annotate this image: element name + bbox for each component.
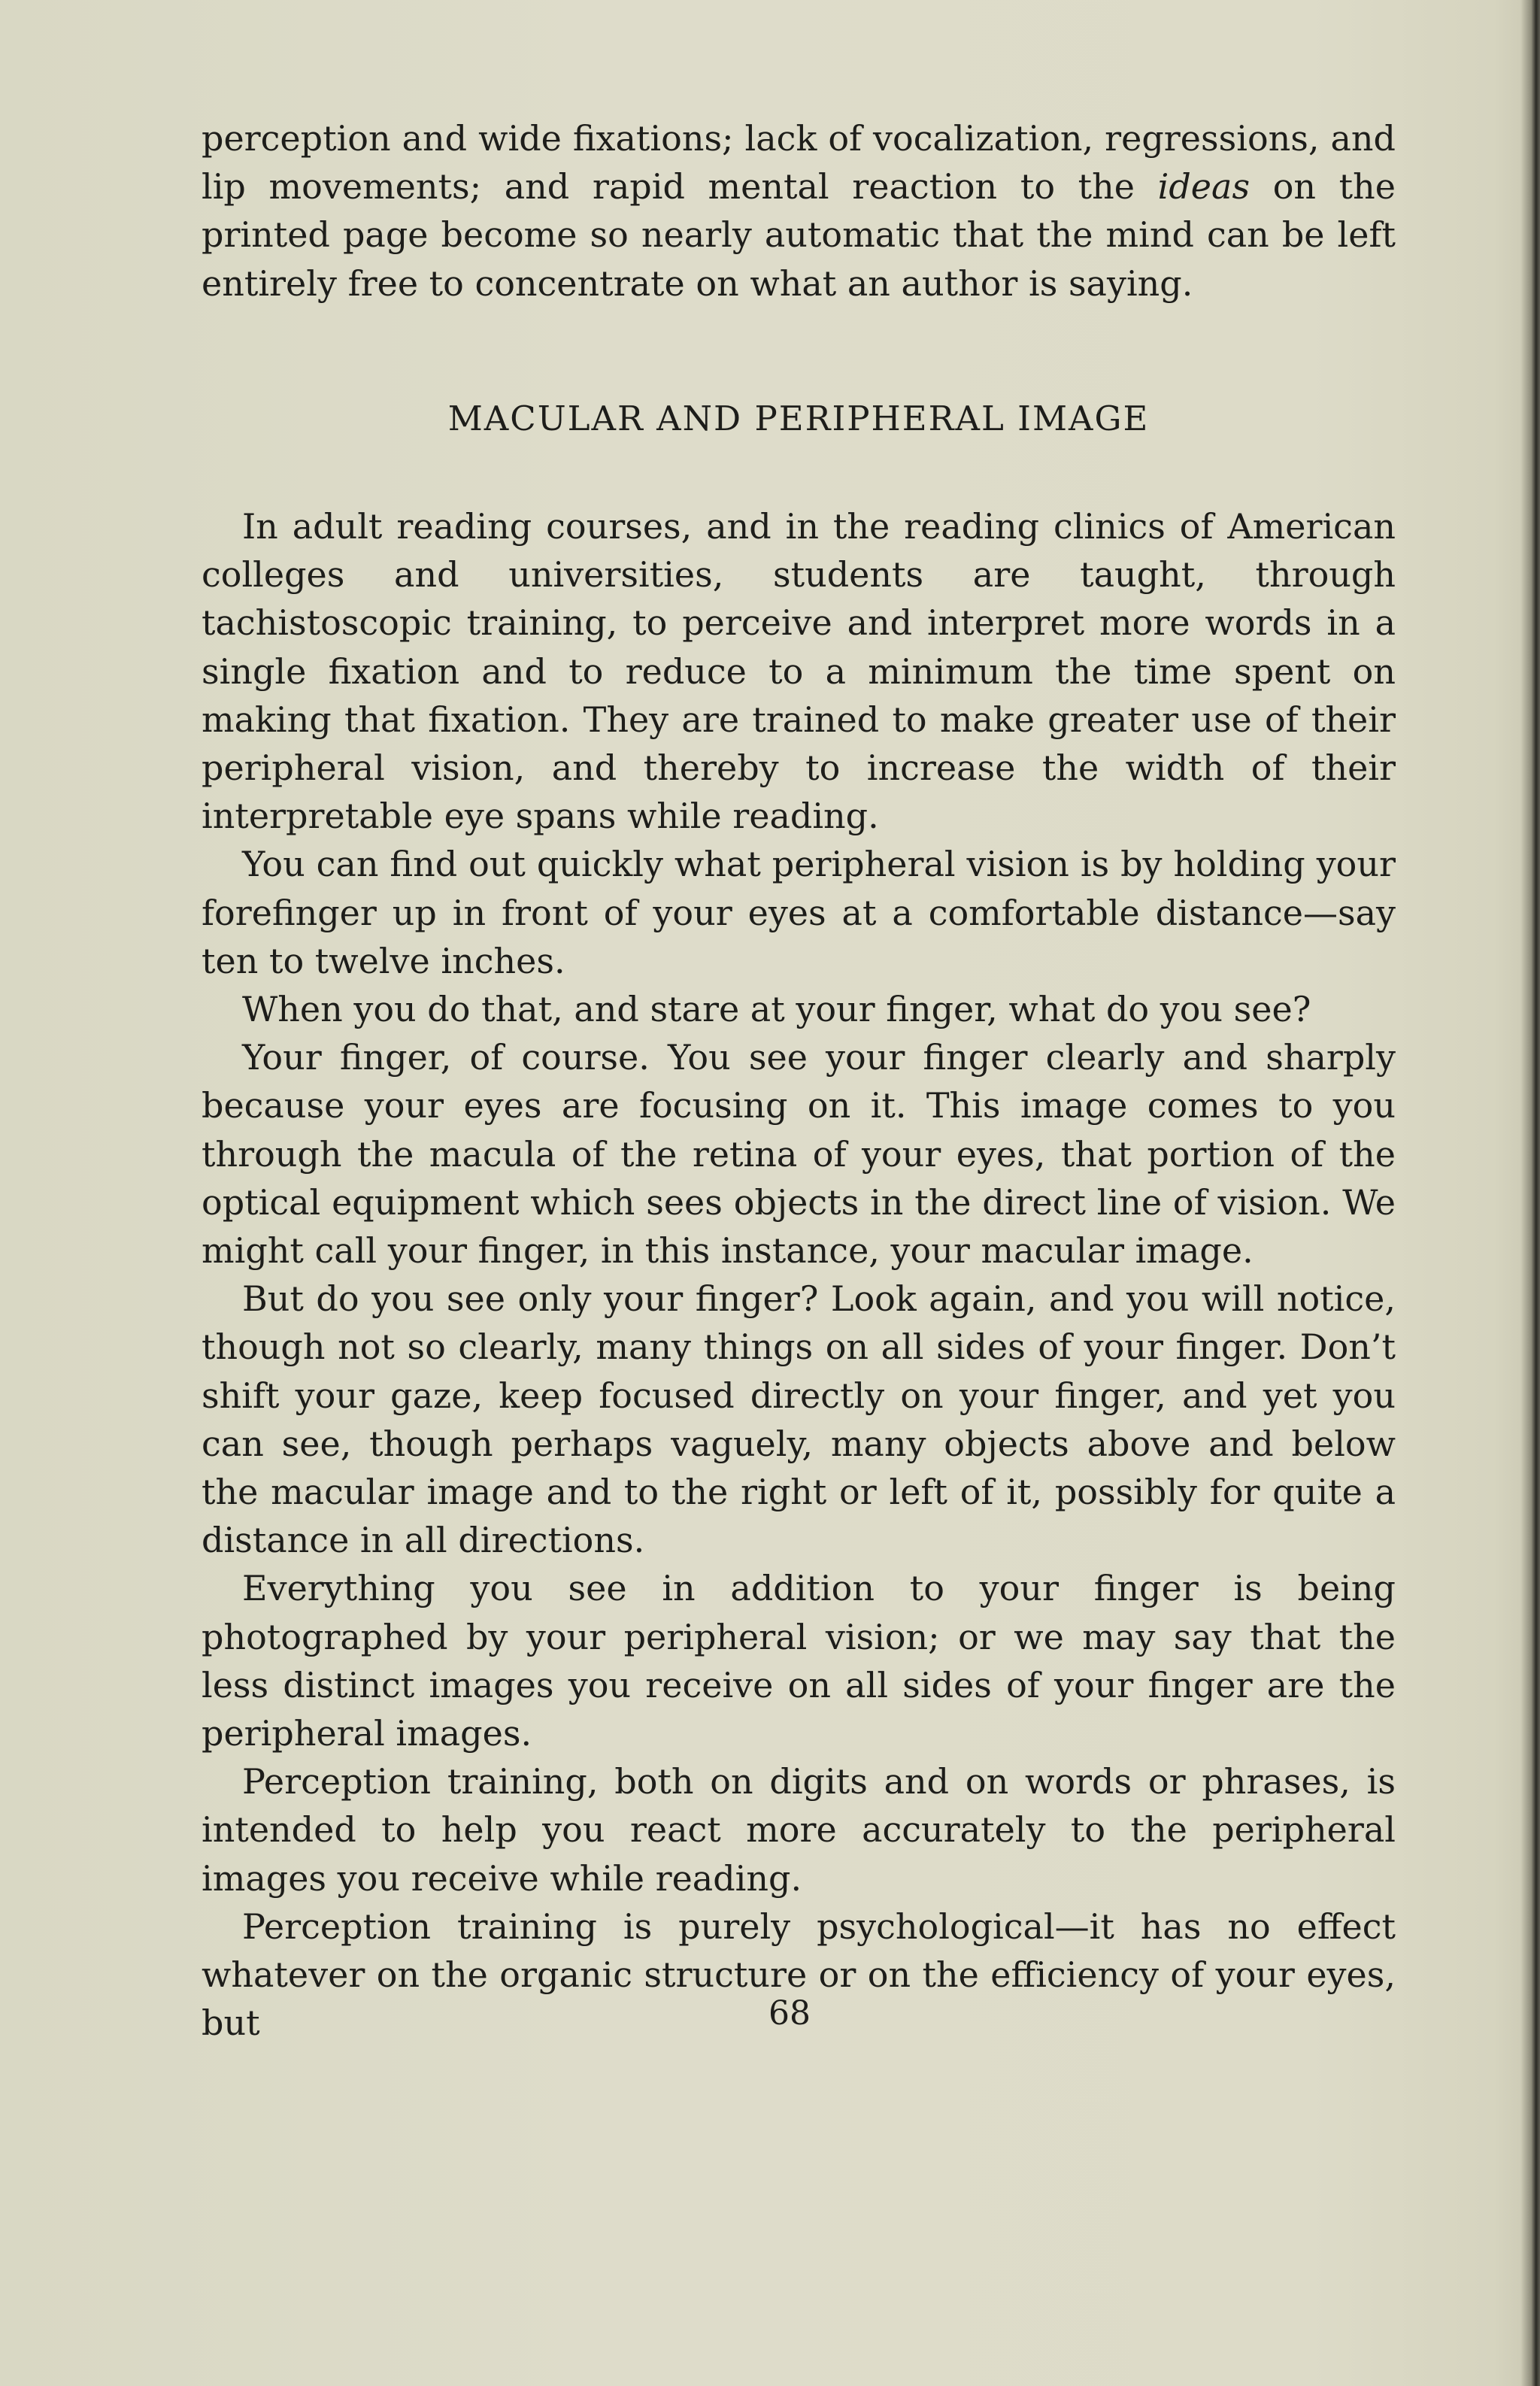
- text-run: perception and wide fixations; lack of vocalization, regressions, and lip movements; and rapid mental reaction to the: [202, 118, 1396, 208]
- section-body: [202, 502, 1396, 2048]
- paragraph-continued: [202, 114, 1396, 308]
- page-number: 68: [768, 1994, 811, 2033]
- paragraph: In adult reading courses, and in the reading clinics of American colleges and universities, students are taught, through tachistoscopic training, to perceive and interpret more words in a single fixation and to reduce to a minimum the time spent on making that fixation. They are trained to make greater use of their peripheral vision, and thereby to increase the width of their interpretable eye spans while reading.: [202, 506, 1396, 837]
- paragraph: Everything you see in addition to your finger is being photographed by your peripheral vision; or we may say that the less distinct images you receive on all sides of your finger are the peripheral images.: [202, 1568, 1396, 1754]
- text-run: on the printed page become so nearly automatic that the mind can be left entirely free to concentrate on what an author is saying.: [202, 166, 1396, 304]
- emphasis-text: ideas: [1157, 166, 1250, 208]
- continuation-paragraph: [202, 114, 1396, 308]
- paragraph: You can find out quickly what peripheral vision is by holding your forefinger up in front of your eyes at a comfortable distance—say ten to twelve inches.: [202, 844, 1396, 981]
- paragraph: Perception training, both on digits and on words or phrases, is intended to help you react more accurately to the peripheral images you receive while reading.: [202, 1761, 1396, 1899]
- paragraph: Your finger, of course. You see your finger clearly and sharply because your eyes are focusing on it. This image comes to you through the macula of the retina of your eyes, that portion of the optical equipment which sees objects in the direct line of vision. We might call your finger, in this instance, your macular image.: [202, 1037, 1396, 1272]
- paragraph: But do you see only your finger? Look again, and you will notice, though not so clearly, many things on all sides of your finger. Don’t shift your gaze, keep focused directly on your finger, and yet you can see, though perhaps vaguely, many objects above and below the macular image and to the right or left of it, possibly for quite a distance in all directions.: [202, 1278, 1396, 1561]
- paragraph: Perception training is purely psychological—it has no effect whatever on the organic structure or on the efficiency of your eyes, but: [202, 1905, 1396, 2044]
- section-heading: MACULAR AND PERIPHERAL IMAGE: [447, 399, 1150, 438]
- paragraph: When you do that, and stare at your finger, what do you see?: [242, 989, 1311, 1030]
